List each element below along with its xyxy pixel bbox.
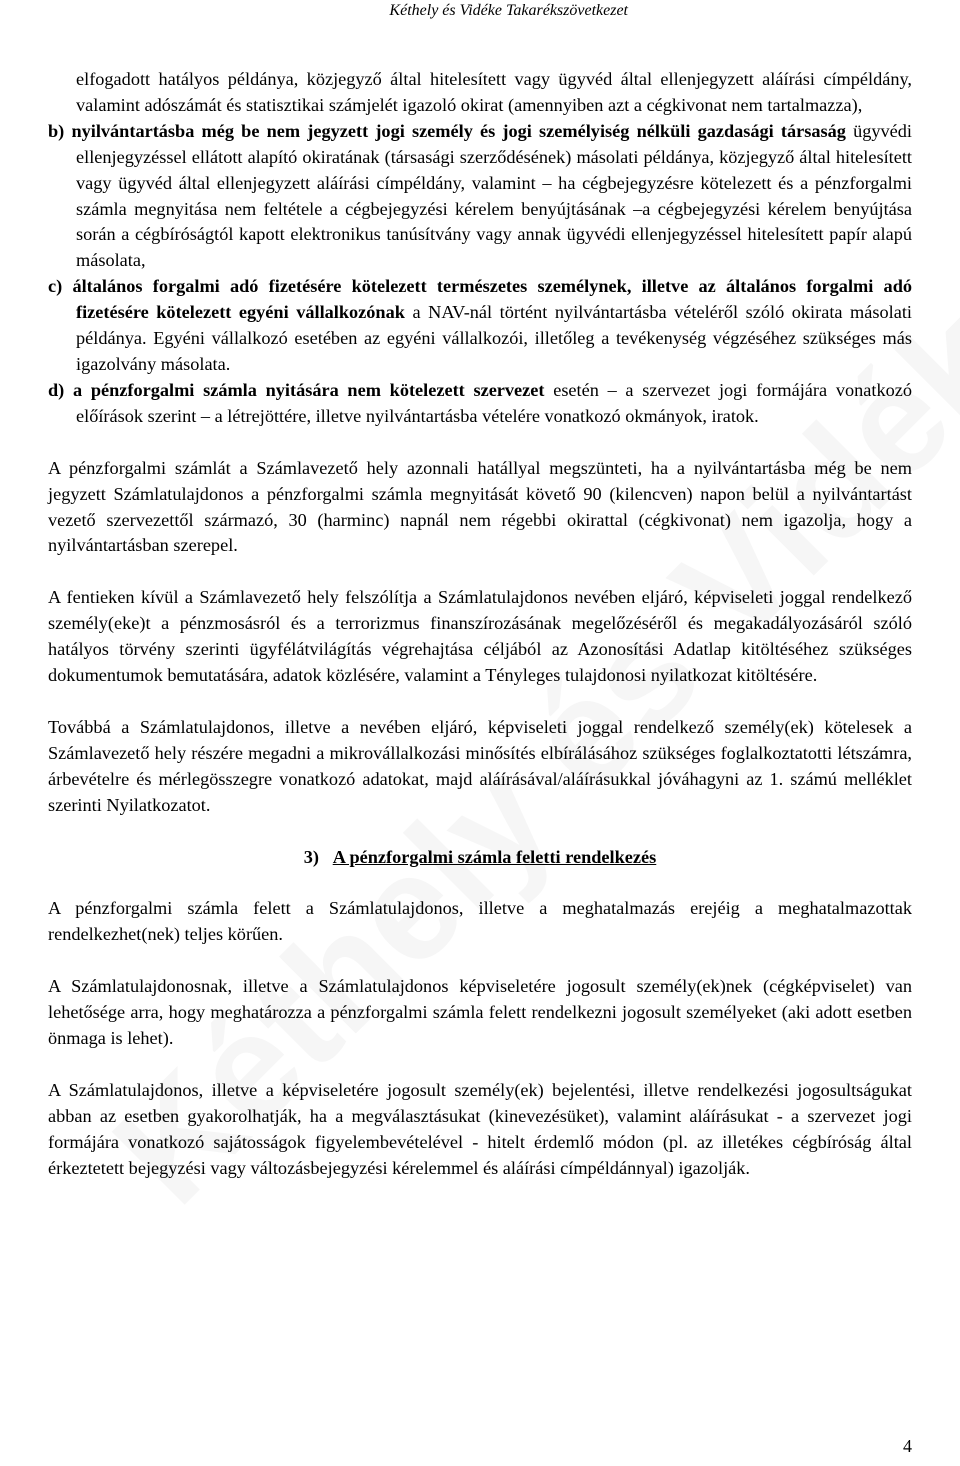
paragraph-5: A Számlatulajdonosnak, illetve a Számlatulajdonos képviseletére jogosult személy(ek)nek (cégképviselet) van lehetősége arra, hogy meghatározza a pénzforgalmi számla felett rendelkezni jogosult személyeket (aki adott esetben önmaga is lehet). — [48, 976, 912, 1049]
section-title: A pénzforgalmi számla feletti rendelkezés — [332, 846, 657, 867]
list-item-c: c) általános forgalmi adó fizetésére kötelezett természetes személynek, illetve az általános forgalmi adó fizetésére kötelezett egyéni vállalkozónak a NAV-nál történt nyilvántartásba vételéről szóló okirata másolati példánya. Egyéni vállalkozó esetében az egyéni vállalkozói, illetőleg a tevékenység végzéséhez szükséges más igazolvány másolata. — [48, 276, 913, 374]
section-heading — [48, 845, 912, 871]
list-item-b: b) nyilvántartásba még be nem jegyzett jogi személy és jogi személyiség nélküli gazdasági társaság ügyvédi ellenjegyzéssel ellátott alapító okiratának (társasági szerződésének) másolati példánya, közjegyző által hitelesített vagy ügyvéd által ellenjegyzett aláírási címpéldány, valamint – ha cégbejegyzésre kötelezett és a pénzforgalmi számla megnyitása nem feltétele a cégbejegyzési kérelem benyújtásának –a cégbejegyzési kérelem benyújtása során a cégbíróságtól kapott elektronikus tanúsítvány vagy annak ügyvédi ellenjegyzéssel hitelesített papír alapú másolata, — [48, 120, 912, 271]
paragraph-2: A fentieken kívül a Számlavezető hely felszólítja a Számlatulajdonos nevében eljáró, képviseleti joggal rendelkező személy(eke)t a pénzmosásról és a terrorizmus finanszírozásának megelőzéséről és megakadályozásáról szóló hatályos törvény szerinti ügyfélátvilágítás végrehajtása céljából az Azonosítási Adatlap kitöltéséhez szükséges dokumentumok bemutatására, adatok közlésére, valamint a Tényleges tulajdonosi nyilatkozat kitöltésére. — [48, 587, 912, 686]
paragraph-1: A pénzforgalmi számlát a Számlavezető hely azonnali hatállyal megszünteti, ha a nyilvántartásba még be nem jegyzett Számlatulajdonos a pénzforgalmi számla megnyitását követő 90 (kilencven) napon belül a nyilvántartást vezető szervezettől származó, 30 (harminc) napnál nem régebbi okirattal (cégkivonat) nem igazolja, hogy a nyilvántartásban szerepel. — [48, 457, 912, 556]
paragraph-4: A pénzforgalmi számla felett a Számlatulajdonos, illetve a meghatalmazás erejéig a meghatalmazottak rendelkezhet(nek) teljes körűen. — [48, 898, 912, 945]
section-number: 3) — [303, 846, 319, 867]
list-continuation: elfogadott hatályos példánya, közjegyző által hitelesített vagy ügyvéd által ellenjegyzett aláírási címpéldány, valamint adószámát és statisztikai számjelét igazoló okirat (amennyiben azt a cégkivonat nem tartalmazza), — [76, 69, 912, 115]
list-item-d: d) a pénzforgalmi számla nyitására nem kötelezett szervezet esetén – a szervezet jogi formájára vonatkozó előírások szerint – a létrejöttére, illetve nyilvántartásba vételére vonatkozó okmányok, iratok. — [48, 379, 912, 426]
page-number: 4 — [903, 1436, 912, 1456]
paragraph-6: A Számlatulajdonos, illetve a képviseletére jogosult személy(ek) bejelentési, illetve rendelkezési jogosultságukat abban az esetben gyakorolhatják, ha a megválasztásukat (kinevezésüket), valamint aláírásukat - a szervezet jogi formájára vonatkozó sajátosságok figyelembevételével - hitelt érdemlő módon (pl. az illetékes cégbíróság által érkeztetett bejegyzési vagy változásbejegyzési kérelemmel és aláírási címpéldánnyal) igazolják. — [48, 1080, 912, 1178]
document-body — [48, 67, 912, 1182]
page-header: Kéthely és Vidéke Takarékszövetkezet — [389, 2, 628, 19]
paragraph-3: Továbbá a Számlatulajdonos, illetve a nevében eljáró, képviseleti joggal rendelkező személy(ek) kötelesek a Számlavezető hely részére megadni a mikrovállalkozási minősítés elbírálásához szükséges foglalkoztatotti létszámra, árbevételre és mérlegösszegre vonatkozó adatokat, majd aláírásával/aláírásukkal jóváhagyni az 1. számú melléklet szerinti Nyilatkozatot. — [48, 716, 912, 815]
